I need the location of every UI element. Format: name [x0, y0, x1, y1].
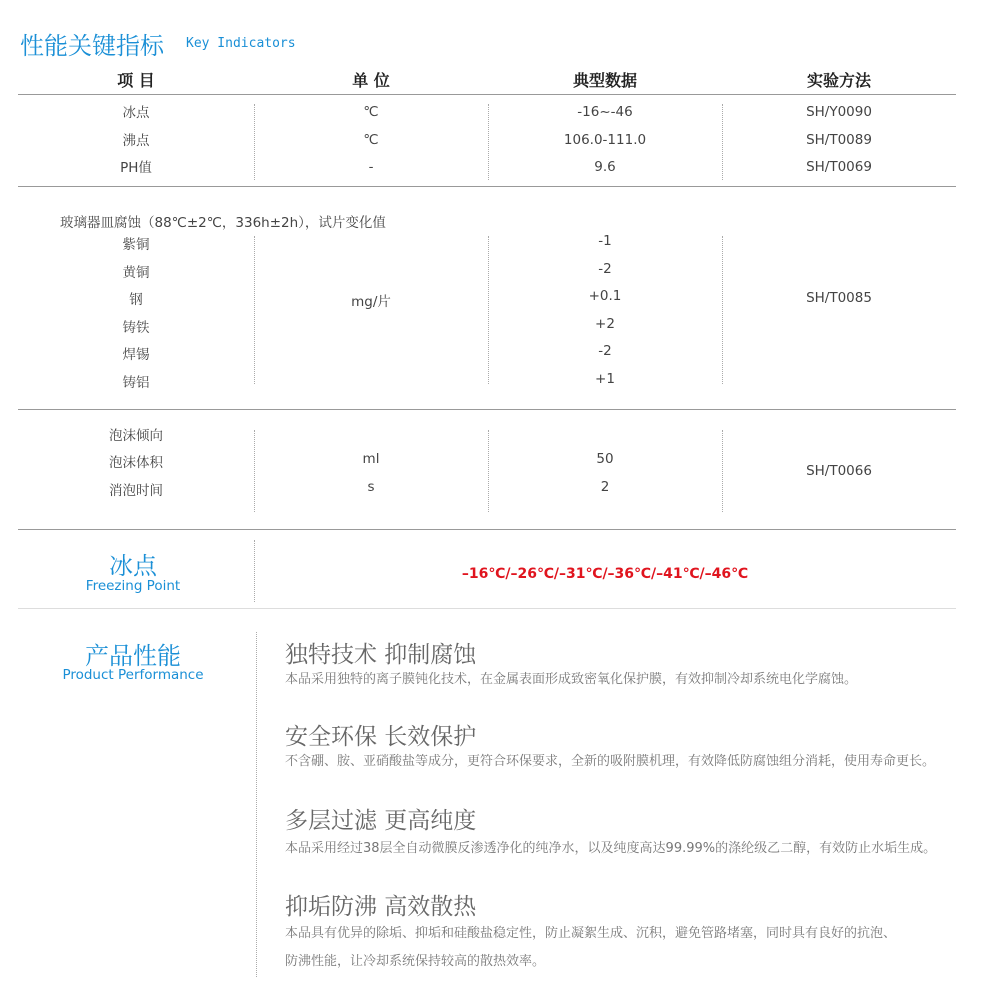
performance-subtitle: Product Performance [62, 667, 204, 683]
row-value: -1 [598, 233, 612, 249]
feature-desc: 不含硼、胺、亚硝酸盐等成分，更符合环保要求，全新的吸附膜机理，有效降低防腐蚀组分消耗，使用寿命更长。 [285, 754, 936, 769]
row-value: +0.1 [588, 288, 622, 304]
corrosion-label: 玻璃器皿腐蚀（88℃±2℃，336h±2h），试片变化值 [60, 215, 386, 231]
row-value: 106.0-111.0 [563, 132, 647, 148]
feature-desc: 本品采用独特的离子膜钝化技术，在金属表面形成致密氧化保护膜，有效抑制冷却系统电化学腐蚀。 [285, 672, 858, 687]
freezing-point-subtitle: Freezing Point [85, 578, 181, 594]
column-divider [256, 632, 257, 977]
performance-title: 产品性能 [85, 642, 181, 670]
column-header-item: 项 目 [117, 71, 155, 90]
column-divider [254, 430, 255, 512]
row-value: +1 [595, 371, 615, 387]
row-item: 焊锡 [122, 347, 150, 363]
row-method: SH/T0089 [806, 132, 872, 148]
row-value: 50 [596, 451, 614, 467]
row-unit: ml [362, 451, 380, 467]
row-item: PH值 [120, 160, 152, 176]
feature-title: 独特技术 抑制腐蚀 [285, 642, 477, 668]
page-subtitle: Key Indicators [186, 36, 296, 51]
row-value: -16~-46 [577, 104, 633, 120]
page-title: 性能关键指标 [20, 32, 164, 60]
row-unit: ℃ [363, 104, 379, 120]
column-divider [488, 236, 489, 384]
column-divider [722, 236, 723, 384]
feature-title: 安全环保 长效保护 [285, 724, 477, 750]
feature-desc-continued: 防沸性能，让冷却系统保持较高的散热效率。 [285, 954, 546, 969]
row-item: 铸铝 [122, 375, 150, 391]
feature-desc: 本品具有优异的除垢、抑垢和硅酸盐稳定性，防止凝絮生成、沉积，避免管路堵塞，同时具有良好的抗泡、 [285, 926, 897, 941]
foam-method: SH/T0066 [806, 463, 872, 479]
freezing-point-title: 冰点 [109, 552, 157, 580]
row-item: 铸铁 [122, 320, 150, 336]
column-divider [488, 430, 489, 512]
row-item: 泡沫倾向 [109, 428, 163, 444]
row-item: 沸点 [122, 133, 150, 149]
group-divider [18, 186, 956, 187]
column-divider [254, 236, 255, 384]
row-value: -2 [598, 261, 612, 277]
feature-desc: 本品采用经过38层全自动微膜反渗透净化的纯净水，以及纯度高达99.99%的涤纶级乙二醇，有效防止水垢生成。 [285, 841, 937, 856]
group-divider [18, 409, 956, 410]
column-header-method: 实验方法 [806, 71, 871, 90]
column-header-value: 典型数据 [572, 71, 637, 90]
row-item: 黄铜 [122, 265, 150, 281]
column-header-unit: 单 位 [352, 71, 390, 90]
row-value: 9.6 [594, 159, 616, 175]
header-divider [18, 94, 956, 95]
row-item: 钢 [129, 292, 143, 308]
row-item: 消泡时间 [109, 483, 163, 499]
row-unit: s [367, 479, 375, 495]
corrosion-unit: mg/片 [351, 294, 391, 310]
row-unit: ℃ [363, 132, 379, 148]
row-value: -2 [598, 343, 612, 359]
corrosion-method: SH/T0085 [806, 290, 872, 306]
row-item: 紫铜 [122, 237, 150, 253]
row-method: SH/T0069 [806, 159, 872, 175]
freezing-point-values: –16℃/–26℃/–31℃/–36℃/–41℃/–46℃ [461, 566, 749, 582]
feature-title: 抑垢防沸 高效散热 [285, 894, 477, 920]
row-item: 泡沫体积 [109, 455, 163, 471]
row-method: SH/Y0090 [806, 104, 872, 120]
row-unit: - [368, 159, 374, 175]
group-divider [18, 529, 956, 530]
section-divider [18, 608, 956, 609]
row-value: 2 [600, 479, 610, 495]
feature-title: 多层过滤 更高纯度 [285, 808, 477, 834]
row-item: 冰点 [122, 105, 150, 121]
row-value: +2 [595, 316, 615, 332]
